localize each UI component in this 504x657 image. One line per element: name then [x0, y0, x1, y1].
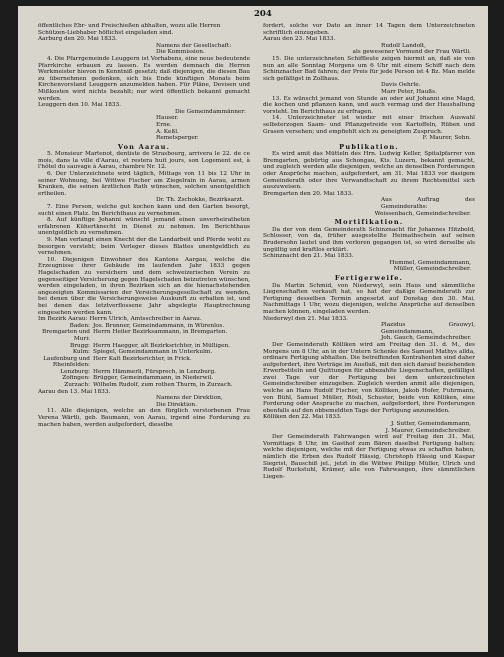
signature-line: Marr Peter, Haußs.	[381, 88, 437, 95]
bezirk-label: Kulm:	[72, 349, 90, 356]
page-number: 204	[254, 9, 272, 19]
text-line: Aarburg den 20. Mai 1833.	[38, 36, 118, 43]
section-heading: Von Aarau.	[117, 142, 171, 151]
signature-line: Remetsperger.	[156, 135, 199, 142]
bezirk-label: Zofingen:	[62, 375, 90, 382]
text-line: Leuggern den 10. Mai 1833.	[38, 102, 121, 109]
notice-paragraph: Da der von dem Gemeinderath Schinznacht für Johannes Hitzbold, Schlosser, von da, früher ausgestellte Heimathschein auf seinen Brudersohn lautet und ihm verloren gegangen ist, so wird derselbe als ungültig und kraftlos erklärt.	[263, 226, 475, 253]
notice-paragraph: 7. Eine Person, welche gut kochen kann und den Garten besorgt, sucht einen Platz. Im Berichthaus zu vernehmen.	[38, 204, 250, 217]
bezirk-commissioner: Wilhelm Rudolf, zum rothen Thurm, in Zurzach.	[93, 382, 233, 389]
signature-line: Die Kommission.	[156, 49, 205, 56]
bezirk-row	[38, 343, 250, 350]
bezirk-commissioner: Herrn Hämmerli, Fürsprech, in Lenzburg.	[93, 368, 217, 375]
notice-paragraph: 15. Die unterzeichneten Schiffleute zeigen hiermit an, daß sie von nun an alle Sonntag Morgens um 6 Uhr mit einem Schiff nach dem Schinznacher Bad fahren; der Preis für jede Person ist 4 Bz. Man melde sich gefälligst in Zollhaus.	[263, 55, 475, 82]
signature-line: F. Maurer, Sohn.	[422, 135, 471, 142]
text-line: öffentliches Ehr- und Freischießen abhalten, wozu alle Herren	[38, 23, 221, 29]
bezirk-row	[38, 375, 250, 382]
bezirk-label: Lenzburg:	[60, 368, 90, 375]
bezirk-row	[38, 369, 250, 376]
notice-paragraph: 11. Alle diejenigen, welche an den fürglich verstorbenen Frau Verena Wärtli, geb. Baumann, von Aarau, irgend eine Forderung zu machen haben, werden aufgefordert, dieselbe	[38, 408, 250, 428]
notice-paragraph: 5. Monsieur Martenot, dentiste de Strasbourg, arrivera le 22. de ce mois, dans la ville d'Aarau, et restera huit jours, son Logement est, à l'hôtel du sauvage à Aarau, chambre Nr. 12.	[38, 151, 250, 171]
right-column	[263, 23, 475, 480]
notice-paragraph: Da Martin Schmid, von Niederwyl, sein Haus und sämmtliche Liegenschaften verkauft hat, so hat der daßige Gemeinderath zur Fertigung desselben Termin angesetzt auf Donstag den 30. Mai, Nachmittags 1 Uhr, wozu diejenigen, welche Ansprüche auf denselben machen können, eingeladen werden.	[263, 282, 475, 315]
signature-line: Rudolf Landolt,	[381, 42, 427, 49]
section-heading: Fertigerweife.	[334, 273, 404, 282]
signature-line: Namens der Gesellschaft:	[156, 42, 232, 49]
newspaper-page	[18, 6, 488, 652]
signature-line: Erne.	[156, 121, 172, 128]
bezirk-label: Brugg:	[70, 342, 90, 349]
section-heading: Mortifikation.	[334, 218, 404, 227]
signature-line: Hauser.	[156, 115, 179, 122]
notice-paragraph: Der Gemeinderath Fahrwangen wird auf Freitag den 31. Mai, Vormittags 8 Uhr, im Gasthof zum Bären daselbst Fertigung halten; welche diejenigen, welche mit der Fertigung etwas zu schaffen haben, nämlich die Erben des Rudolf Hässig, Christoph Hässig und Kaspar Siegrist, Bauschiß jel., jetzt in die Wittwe Philipp Müller, Ulrich und Rudolf Ruckstuhl, Krämer, alle von Fahrwangen, ihre sämmtlichen Liegen-	[263, 434, 475, 480]
text-line: Schützen-Liebhaber höflichst eingeladen sind.	[38, 29, 174, 36]
bezirk-row	[38, 329, 250, 342]
notice-paragraph: 8. Auf künftige Johanni wünscht jemand einen unverheiratheten erfahrenen Kühertknecht in Dienst zu nehmen. Im Berichthaus unentgeldlich zu vernehmen.	[38, 217, 250, 237]
signature-line: Die Direktion.	[156, 401, 197, 408]
text-line: fordert, solche vor Dato an inner 14 Tagen dem Unterzeichneten schriftlich einzugeben.	[263, 23, 475, 36]
notice-paragraph: 13. Es wünscht jemand von Stunde an oder auf Johanni eine Magd, die kochen und pflanzen kann, und auch vermag und der Haushaltung vorsteht. Im Berichthaus zu erfragen.	[263, 95, 475, 115]
signature-line: Davis Oehrle.	[381, 82, 421, 89]
signature-line: als gewesener Vormund der Frau Wärtli.	[352, 49, 471, 56]
signature-line: Namens der Direktion,	[156, 395, 223, 402]
signature-line: A. Keßl.	[156, 128, 179, 135]
signature-line: J. Maurer, Gemeindschreiber.	[385, 427, 471, 434]
signature-line: Dr. Th. Zschokke, Bezirksarzt.	[156, 197, 244, 204]
signature-line: Müller, Gemeindschreiber.	[393, 266, 471, 273]
signature-line: J. Sutter, Gemeindammann,	[390, 421, 471, 428]
signature-line: Die Gemeindammänner:	[174, 108, 246, 115]
notice-paragraph: 14. Unterzeichneter ist wieder mit einer frischen Auswahl selbsterzogen Saam- und Pflanzgetreide von Kartoffeln, Rüben und Grasen versehen; und empfiehlt sich zu geneigtem Zuspruch.	[263, 115, 475, 135]
notice-paragraph: 4. Die Pfarrgemeinde Leuggern ist Vorhabens, eine neue bedeutende Pfarrkirche erbauen zu lassen. Es werden demnach die Herren Werkmeister hievon in Kenntniß gesetzt; daß diejenigen, die diesen Bau zu übernehmen gedenken, sich bis Ende künftigen Monats beim Kirchenvorstand Leuggern anzumelden haben. Für Pläne, Devisen und Mißkosten wird nichts bezahlt; nur wird öffentlich bekannt gemacht werden.	[38, 55, 250, 102]
text-line: Aarau den 23. Mai 1833.	[263, 36, 336, 43]
bezirk-row	[38, 349, 250, 356]
text-line: Im Bezirk Aarau: Herrn Ulrich, Amtsschreiber in Aarau.	[38, 316, 202, 323]
bezirk-commissioner: Herrn Haegger, alt Bezirksrichter, in Mülligen.	[93, 342, 231, 349]
bezirk-row	[38, 382, 250, 389]
notice-paragraph: 6. Der Unterzeichnete wird täglich, Mittags von 11 bis 12 Uhr in seiner Wohnung, bei Wittwe Fischer am Ziegelrain in Aarau, armen Kranken, die seinen ärztlichen Rath wünschen, solchen unentgeldlich ertheilen.	[38, 171, 250, 197]
text-line: Schinznacht den 21. Mai 1833.	[263, 253, 354, 260]
text-line: Niederwyl den 21. Mai 1833.	[263, 315, 348, 322]
signature-line: Joh. Gauch, Gemeindschreiber.	[381, 335, 472, 342]
bezirk-label: Zurzach:	[64, 382, 90, 389]
bezirk-commissioner: Spiegel, Gemeindammann in Unterkulm.	[93, 349, 213, 356]
text-line: Kölliken den 22. Mai 1833.	[263, 414, 342, 421]
bezirk-commissioner: Jos. Brunner, Gemeindammann, in Würenlos.	[93, 322, 225, 329]
signature-line: Weissenbach, Gemeindschreiber.	[374, 210, 471, 217]
bezirk-commissioner: Herr Kalt Bezirksrichter, in Frick.	[93, 355, 192, 362]
notice-paragraph: 10. Diejenigen Einwohner des Kantons Aargau, welche die Erzeugnisse ihrer Gebäude im laufenden Jahr 1833 gegen Hagelschaden zu versichern und dem schweizerischen Verein zu gegenseitiger Versicherung gegen Hagelschaden beizutreten wünschen, werden eingeladen, in ihren Bezirken sich an die hienachstehenden angezeigten Kommissarien der Versicherungsgesellschaft zu wenden, bei denen über die Versicherungsweise Auskunft zu erhalten ist, und bei denen das letztverflossene Jahr abgelegte Hauptrechnung eingesehen werden kann.	[38, 256, 250, 316]
notice-paragraph: Der Gemeinderath Kölliken wird am Freitag den 31. d. M., des Morgens um 8 Uhr, an in der Untern Schenke des Samuel Mathys allda, ordinare Fertigung abhalten. Die betreffenden Kontrahenten sind daher aufgefordert, ihre Verträge im Ausfluß, mit den sich darauf beziehenden Erwerbstiteln und Quittungen für abbezahlte Liegenschaften, gefälligst zwei Tage vor der Fertigung bei dem unterzeichneten Gemeindschreiber einzugeben. Zugleich werden anmit alle diejenigen, welche an Hans Rudolf Fischer, von Kölliken, Jakob Hofer, Fuhrmann, von Bühl, Samuel Müller, Rösli, Schuster, beide von Kölliken, eine Forderung oder Ansprache zu machen, aufgefordert, ihre Forderungen ebenfalls auf den obbemeldten Tage der Fertigung anzumelden.	[263, 341, 475, 414]
bezirk-label: Laufenburg und Rheinfelden:	[43, 355, 90, 369]
signature-line: Plazidus Grauwyl, Gemeindammann,	[381, 322, 475, 335]
bezirk-row	[38, 323, 250, 330]
signature-line: Aus Auftrag des Gemeinderaths:	[381, 197, 475, 211]
section-heading: Publikation.	[339, 142, 399, 151]
notice-paragraph: Es wird amit das Mütteln des Hrn. Ludwig Keller, Spitalpfarrer von Bremgarten, gebürtig aus Schongau, Kts. Luzern, bekannt gemacht, und zugleich werden alle diejenigen, welche an denselben Forderungen oder Ansprüche machen, aufgefordert, am 31. Mai 1833 vor dasigem Gemeinderath oder ihre Verwandtschaft zu ihrem Rechtsmittel sich auszuweisen.	[263, 151, 475, 191]
notice-paragraph: 9. Man verlangt einen Knecht der die Landarbeit und Pferde wohl zu besorgen versteht; beim Verleger dieses Blattes unentgeldlich zu vernehmen.	[38, 237, 250, 257]
bezirk-commissioner: Herrn Heiler Bezirksammann, in Bremgarten.	[93, 329, 228, 336]
bezirk-row	[38, 356, 250, 369]
signature-line: Hummel, Gemeindammann,	[389, 259, 471, 266]
text-line: Bremgarten den 20. Mai 1833.	[263, 190, 353, 197]
bezirk-label: Bremgarten und Muri:	[41, 329, 90, 342]
bezirk-label: Baden:	[69, 322, 90, 329]
text-line: Aarau den 13. Mai 1833.	[38, 388, 111, 395]
left-column	[38, 23, 250, 428]
bezirk-commissioner: Brügger, Gemeindammann, in Niederwil.	[93, 375, 214, 382]
